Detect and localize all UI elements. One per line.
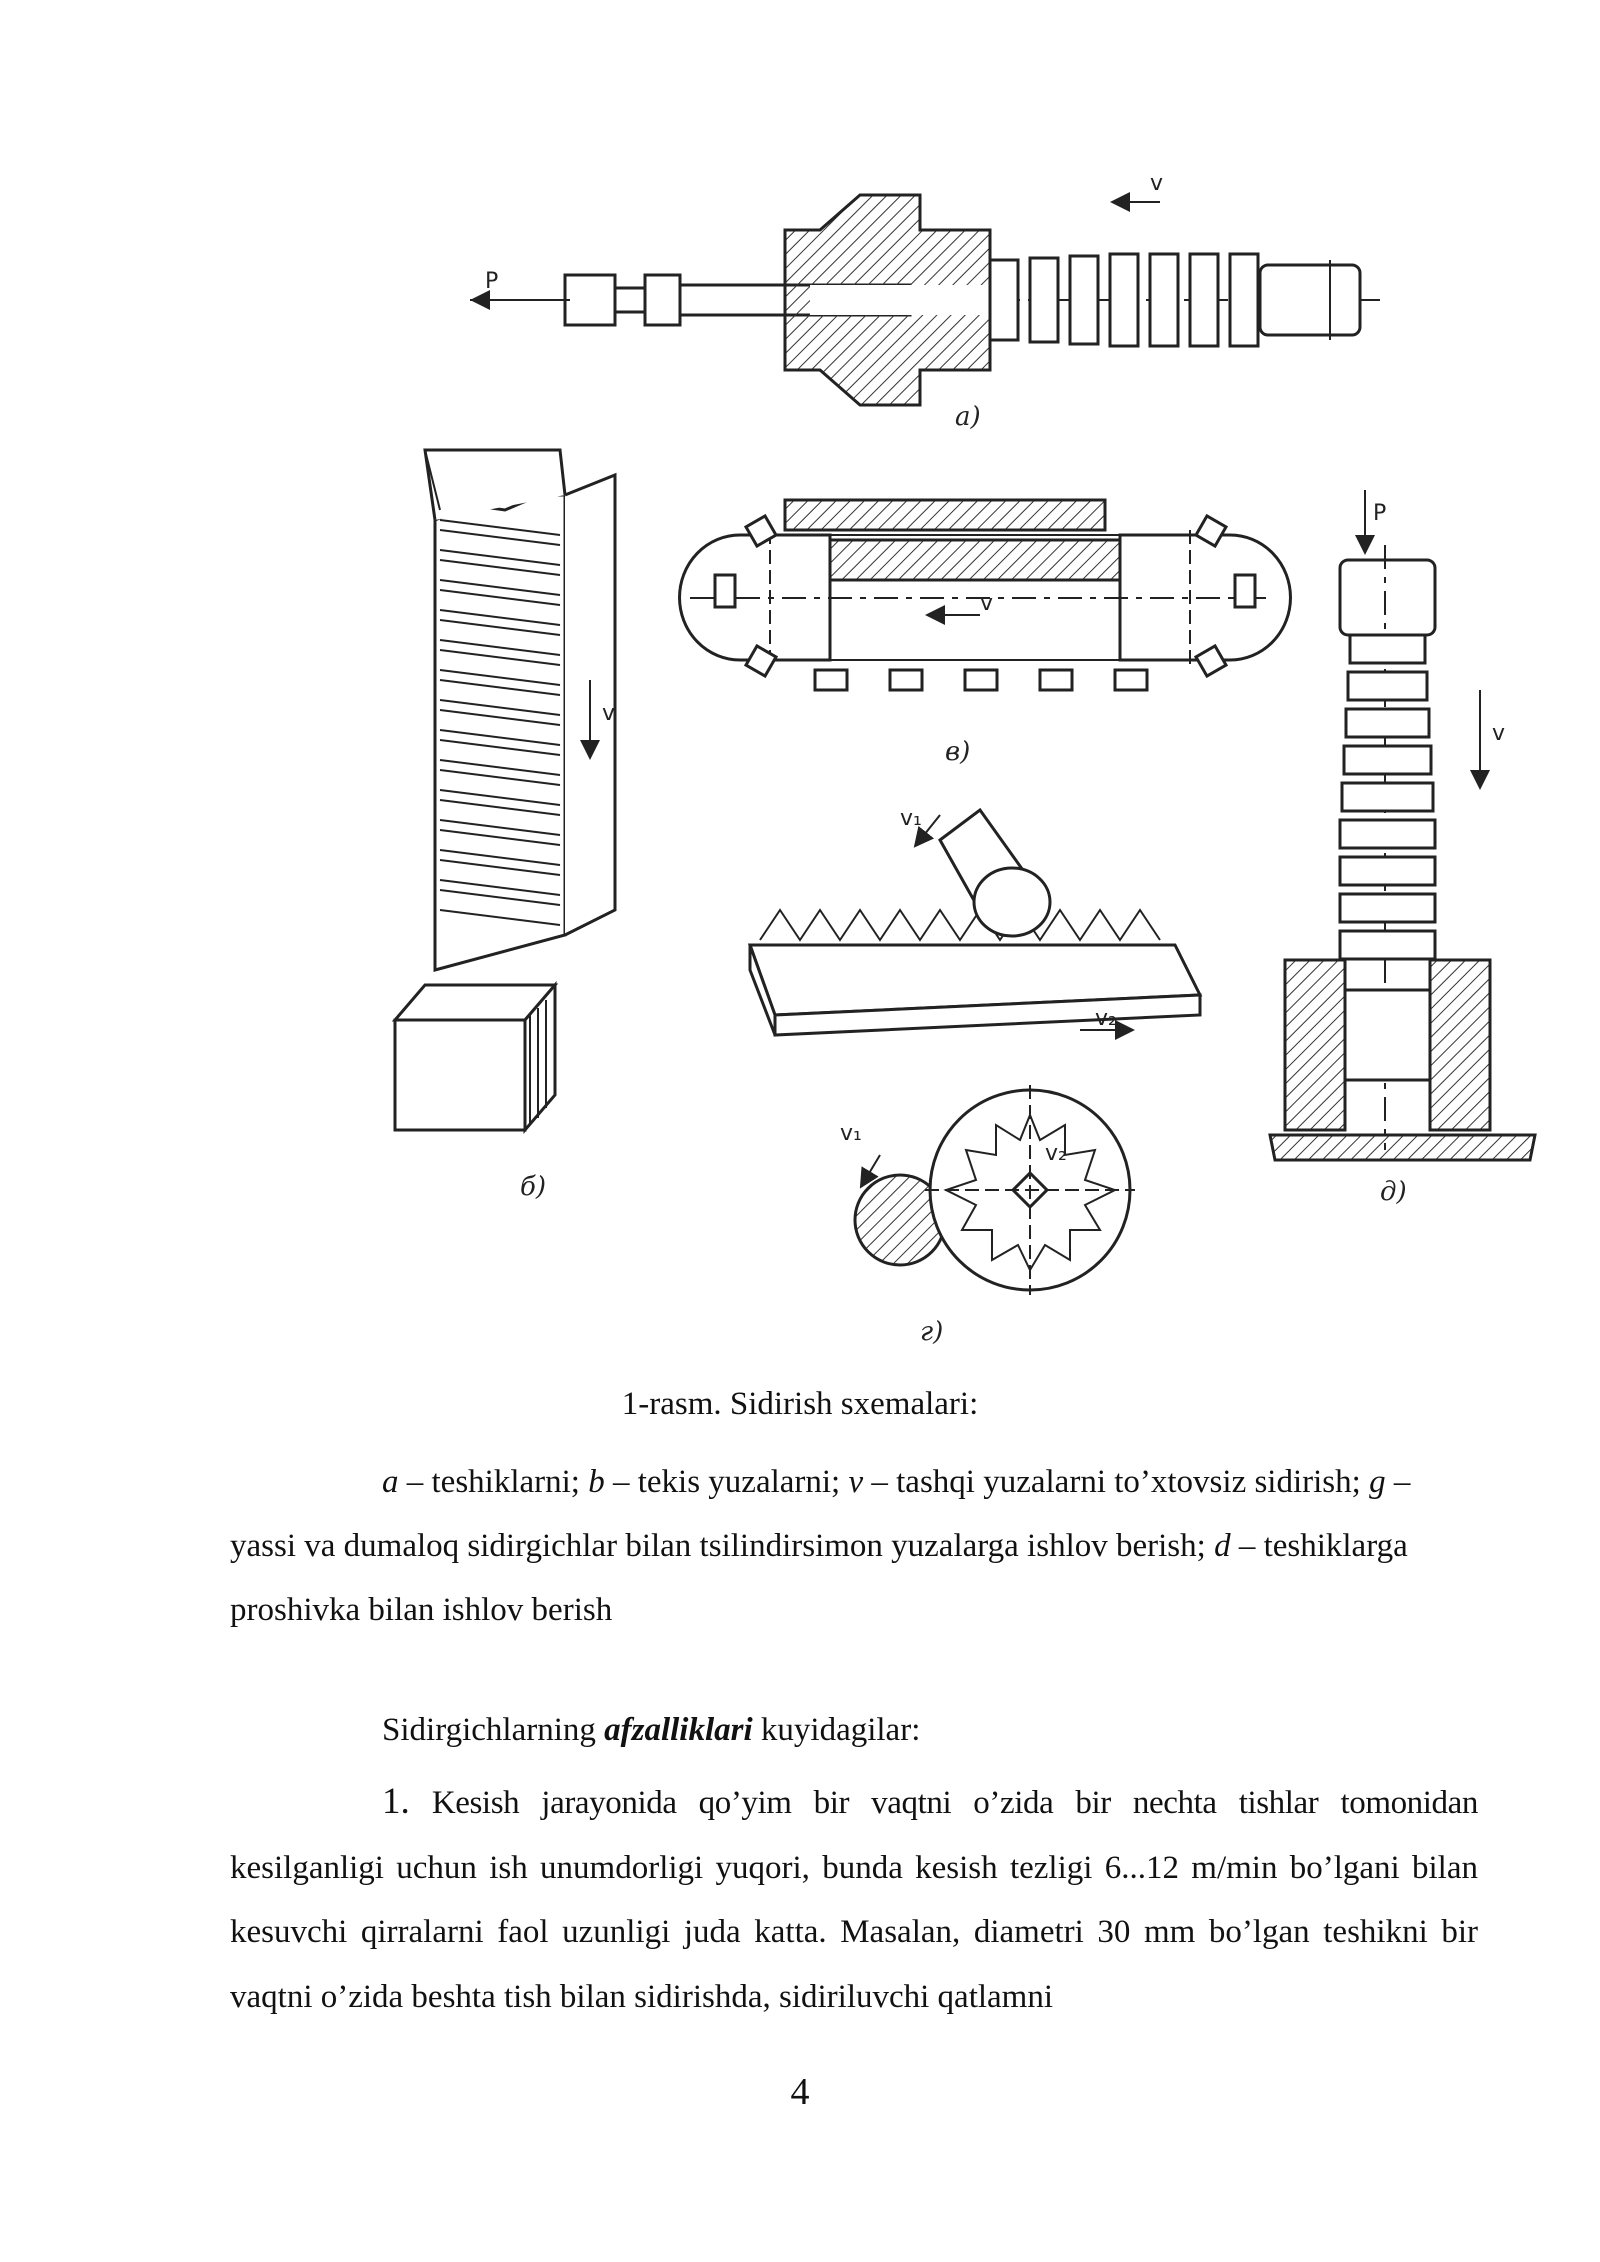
velocity-label-d: v	[1492, 721, 1506, 746]
paragraph-rest: kesilganligi uchun ish unumdorligi yuqori, bunda kesish tezligi 6...12 m/min bo’lgani bilan kesuvchi qirralarni faol uzunligi juda katta. Masalan, diametri 30 mm bo’lgan teshikni bir vaqtni o’zida beshta tish bilan sidirishda, sidiriluvchi qatlamni	[230, 1849, 1478, 2015]
velocity-label-b: v	[602, 701, 616, 726]
broach-teeth	[990, 254, 1258, 346]
advantage-paragraph-1	[230, 1770, 1478, 2029]
scheme-d-push-broach	[1270, 490, 1535, 1160]
legend-v-text: – tashqi yuzalarni to’xtovsiz sidirish;	[863, 1464, 1370, 1500]
legend-v-letter: v	[848, 1464, 864, 1500]
label-a: a)	[955, 402, 981, 432]
intro-after: kuyidagilar:	[752, 1712, 921, 1748]
label-v: в)	[945, 737, 971, 767]
legend-g-text: – yassi va dumaloq sidirgichlar bilan tsilindirsimon yuzalarga ishlov berish;	[230, 1464, 1411, 1564]
label-b: б)	[520, 1172, 547, 1202]
velocity-label-g4: v₂	[1045, 1141, 1067, 1166]
legend-text	[230, 1450, 1478, 1642]
paragraph-lead: Kesish jarayonida qo’yim bir vaqtni o’zida bir nechta tishlar tomonidan	[409, 1785, 1478, 1821]
force-label-a: P	[485, 269, 499, 294]
legend-a-letter: a	[382, 1464, 399, 1500]
figure-drawing	[380, 150, 1550, 1350]
force-label-d: P	[1373, 501, 1387, 526]
velocity-label-g3: v₁	[840, 1121, 862, 1146]
figure-caption: 1-rasm. Sidirish sxemalari:	[621, 1386, 979, 1422]
scheme-a-internal-broach	[470, 195, 1380, 405]
velocity-label-g1: v₁	[900, 806, 922, 831]
broaching-schemes-figure	[380, 150, 1550, 1350]
advantages-intro	[230, 1708, 1478, 1752]
scheme-b-flat-broach	[395, 450, 615, 1130]
velocity-label-a: v	[1150, 171, 1164, 196]
legend-a-text: – teshiklarni;	[398, 1464, 589, 1500]
legend-b-letter: b	[588, 1464, 605, 1500]
label-d: д)	[1380, 1177, 1407, 1207]
velocity-label-g2: v₂	[1095, 1006, 1117, 1031]
figure-legend	[230, 1450, 1478, 1642]
list-number: 1.	[382, 1781, 410, 1822]
page-number: 4	[790, 2071, 810, 2113]
scheme-g-flat-round-broach	[750, 810, 1200, 1295]
legend-d-letter: d	[1214, 1528, 1231, 1564]
legend-d-text: – teshiklarga proshivka bilan ishlov berish	[230, 1528, 1408, 1628]
label-g: г)	[920, 1317, 944, 1347]
intro-emphasis: afzalliklari	[604, 1712, 753, 1748]
legend-g-letter: g	[1369, 1464, 1386, 1500]
push-broach-teeth	[1340, 635, 1435, 959]
intro-before: Sidirgichlarning	[382, 1712, 605, 1748]
velocity-label-v: v	[980, 591, 994, 616]
legend-b-text: – tekis yuzalarni;	[604, 1464, 849, 1500]
